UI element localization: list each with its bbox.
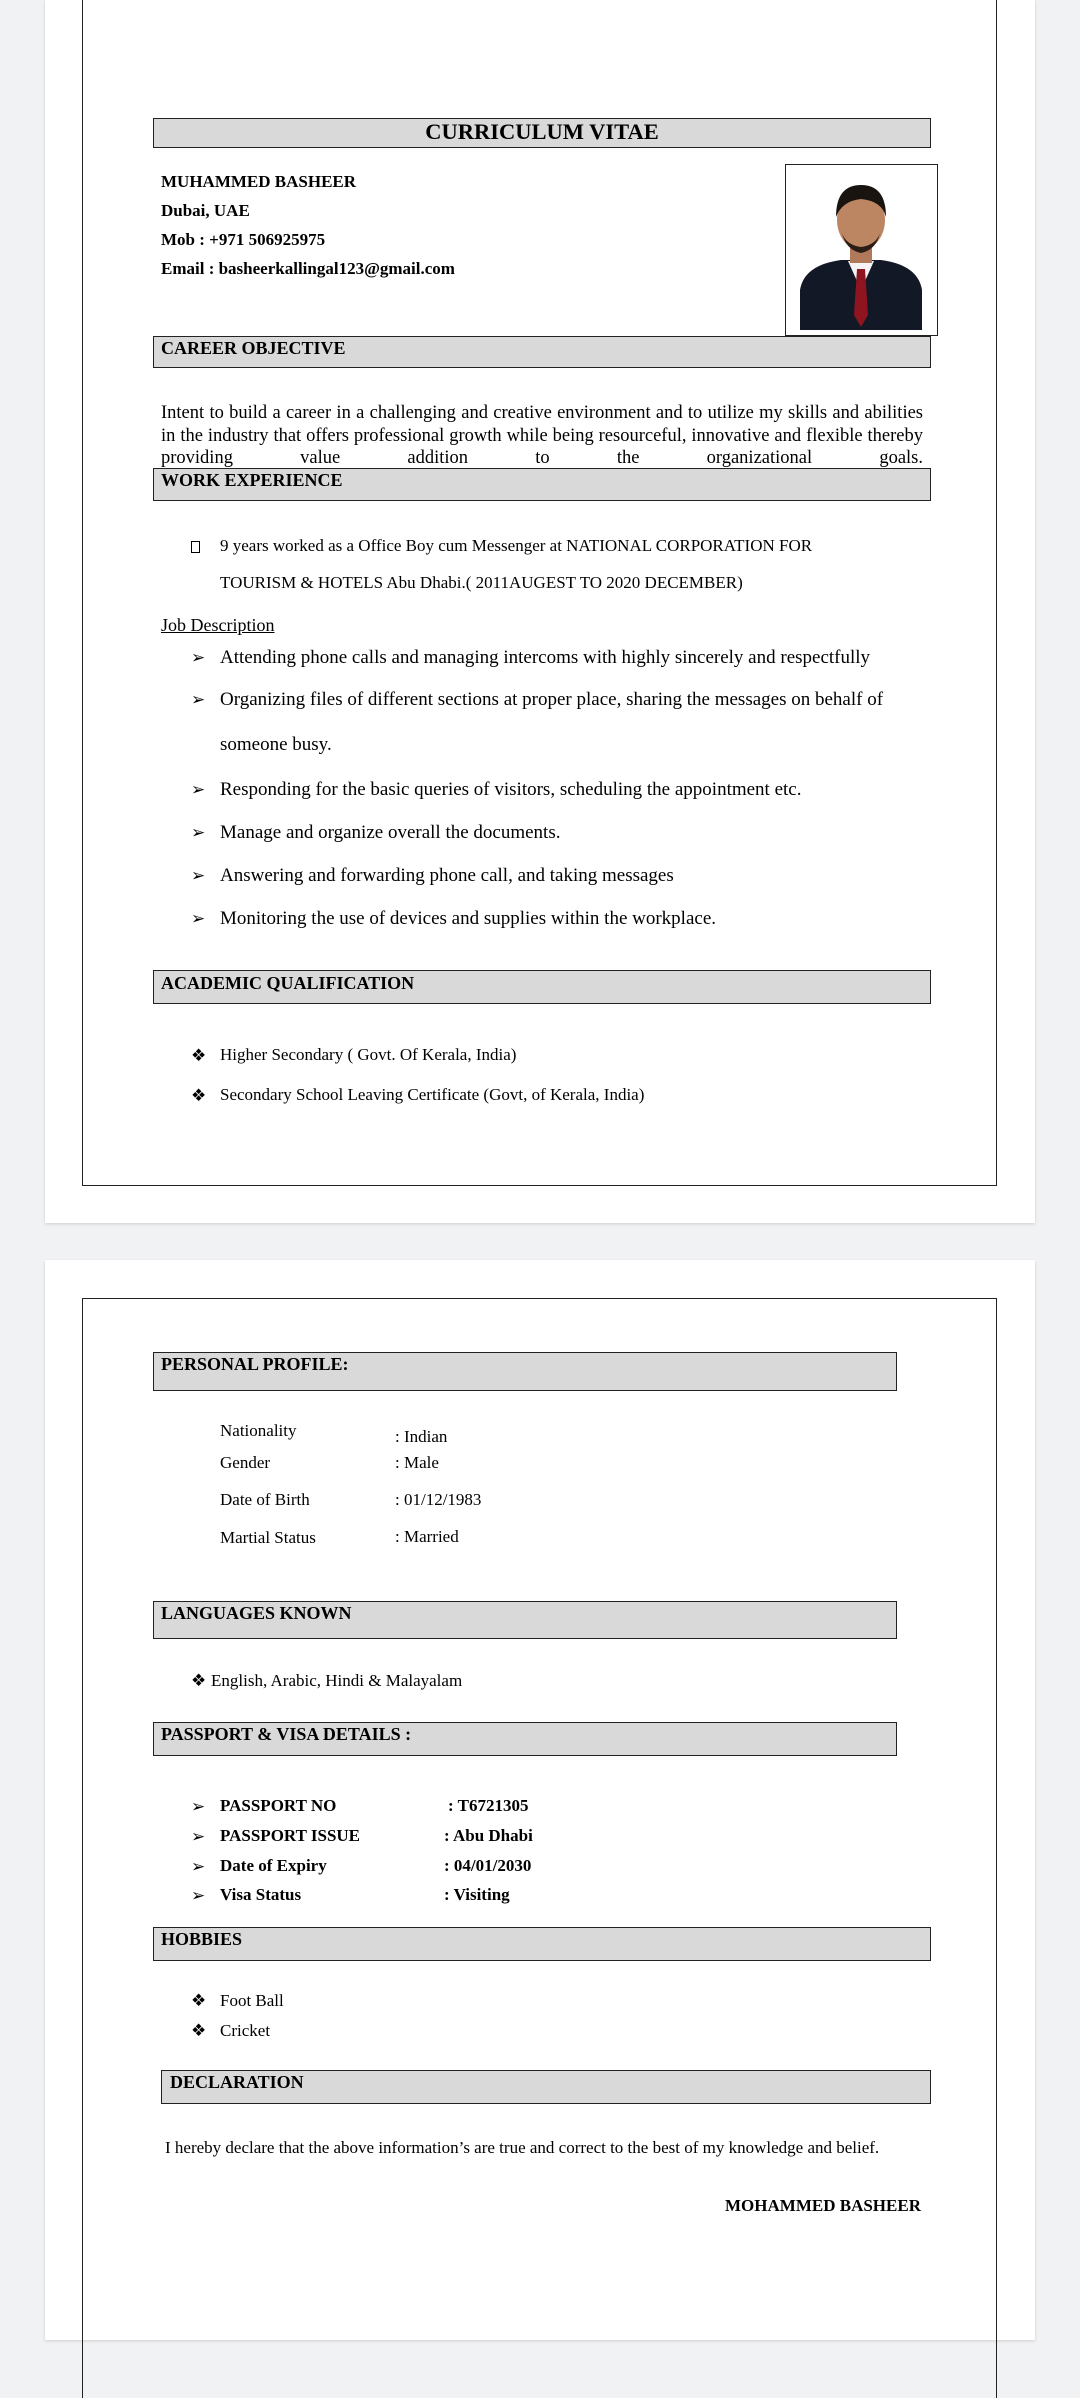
duty-item: Responding for the basic queries of visitors, scheduling the appointment etc.	[220, 779, 802, 800]
languages-text: English, Arabic, Hindi & Malayalam	[211, 1671, 463, 1690]
passport-label: PASSPORT ISSUE	[220, 1826, 361, 1845]
signature-name: MOHAMMED BASHEER	[725, 2196, 921, 2215]
resume-page-1	[45, 0, 1035, 1223]
arrow-bullet-icon: ➢	[191, 690, 206, 709]
hobby-item: Foot Ball	[220, 1991, 284, 2010]
academic-item: Secondary School Leaving Certificate (Govt, of Kerala, India)	[220, 1085, 645, 1104]
diamond-bullet-icon: ❖	[191, 1991, 207, 2010]
arrow-bullet-icon: ➢	[191, 780, 206, 799]
diamond-bullet-icon: ❖	[191, 1671, 207, 1690]
work-line-2: TOURISM & HOTELS Abu Dhabi.( 2011AUGEST TO 2020 DECEMBER)	[220, 573, 743, 592]
candidate-name: MUHAMMED BASHEER	[161, 172, 357, 191]
languages-heading: LANGUAGES KNOWN	[161, 1603, 352, 1623]
diamond-bullet-icon: ❖	[191, 1086, 207, 1105]
duty-item: Organizing files of different sections at proper place, sharing the messages on behalf of	[220, 689, 884, 710]
declaration-heading: DECLARATION	[170, 2072, 304, 2092]
passport-value: : Visiting	[444, 1885, 510, 1904]
passport-label: Date of Expiry	[220, 1856, 327, 1875]
candidate-location: Dubai, UAE	[161, 201, 250, 220]
profile-label: Martial Status	[220, 1528, 316, 1547]
job-description-label: Job Description	[161, 615, 275, 635]
arrow-bullet-icon: ➢	[191, 909, 206, 928]
profile-label: Gender	[220, 1453, 271, 1472]
academic-heading: ACADEMIC QUALIFICATION	[161, 973, 415, 993]
career-objective-text: Intent to build a career in a challenging and creative environment and to utilize my skills and abilities in the industry that offers professional growth while being resourceful, innovative and flexible thereby providing value addition to the organizational goals.	[161, 403, 923, 468]
diamond-bullet-icon: ❖	[191, 2021, 207, 2040]
arrow-bullet-icon: ➢	[191, 1827, 206, 1846]
hobbies-heading: HOBBIES	[161, 1929, 243, 1949]
duty-item: Answering and forwarding phone call, and taking messages	[220, 865, 674, 886]
passport-value: : 04/01/2030	[444, 1856, 532, 1875]
passport-value: : T6721305	[448, 1796, 529, 1815]
arrow-bullet-icon: ➢	[191, 1797, 206, 1816]
duty-item: Monitoring the use of devices and supplies within the workplace.	[220, 908, 717, 929]
candidate-email: Email : basheerkallingal123@gmail.com	[161, 259, 455, 278]
work-line-1: 9 years worked as a Office Boy cum Messenger at NATIONAL CORPORATION FOR	[220, 536, 813, 555]
passport-label: PASSPORT NO	[220, 1796, 337, 1815]
passport-value: : Abu Dhabi	[444, 1826, 533, 1845]
profile-label: Nationality	[220, 1421, 297, 1440]
arrow-bullet-icon: ➢	[191, 1886, 206, 1905]
page-title: CURRICULUM VITAE	[425, 119, 659, 144]
profile-value: : Indian	[395, 1427, 448, 1446]
arrow-bullet-icon: ➢	[191, 823, 206, 842]
hobby-item: Cricket	[220, 2021, 271, 2040]
duty-item: Attending phone calls and managing intercoms with highly sincerely and respectfully	[220, 647, 871, 668]
hobbies-bar	[153, 1927, 931, 1961]
duty-item-continuation: someone busy.	[220, 734, 332, 755]
profile-value: : Male	[395, 1453, 439, 1472]
profile-photo	[785, 164, 938, 336]
passport-label: Visa Status	[220, 1885, 302, 1904]
profile-value: : Married	[395, 1527, 459, 1546]
passport-heading: PASSPORT & VISA DETAILS :	[161, 1724, 412, 1744]
academic-item: Higher Secondary ( Govt. Of Kerala, India)	[220, 1045, 517, 1064]
career-objective-heading: CAREER OBJECTIVE	[161, 338, 346, 358]
empty-square-bullet-icon	[191, 541, 200, 553]
duty-item: Manage and organize overall the documents.	[220, 822, 561, 843]
arrow-bullet-icon: ➢	[191, 866, 206, 885]
diamond-bullet-icon: ❖	[191, 1046, 207, 1065]
declaration-text: I hereby declare that the above information’s are true and correct to the best of my knowledge and belief.	[165, 2138, 880, 2157]
profile-value: : 01/12/1983	[395, 1490, 482, 1509]
arrow-bullet-icon: ➢	[191, 1857, 206, 1876]
personal-profile-heading: PERSONAL PROFILE:	[161, 1354, 349, 1374]
profile-label: Date of Birth	[220, 1490, 310, 1509]
work-experience-heading: WORK EXPERIENCE	[161, 470, 343, 490]
arrow-bullet-icon: ➢	[191, 648, 206, 667]
candidate-mobile: Mob : +971 506925975	[161, 230, 326, 249]
resume-page-2	[45, 1260, 1035, 2340]
